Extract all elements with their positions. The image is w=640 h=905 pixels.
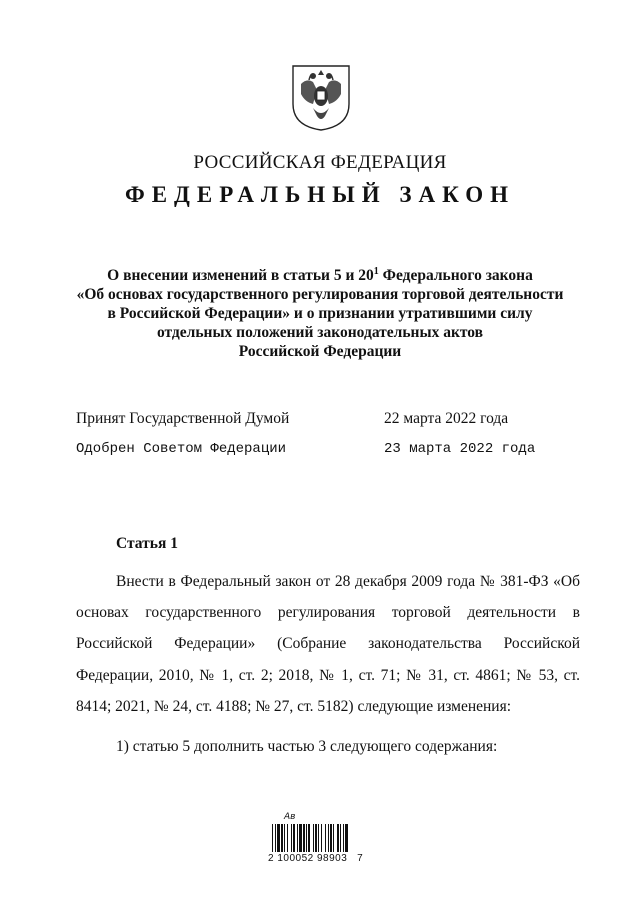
title-line-1: О внесении изменений в статьи 5 и $20^1$ Федерального закона [107, 265, 533, 284]
article-paragraph: Внести в Федеральный закон от 28 декабря 2009 года № 381-ФЗ «Об основах государственного регулирования торговой деятельности в Российской Федерации» (Собрание законодательства Российской Федерации, 2010, № 1, ст. 2; 2018, № 1, ст. 71; № 31, ст. 4861; № 53, ст. 8414; 2021, № 24, ст. 4188; № 27, ст. 5182) следующие изменения: [76, 573, 580, 715]
coat-of-arms-russia-icon [289, 60, 353, 132]
barcode-mark: Ав [284, 812, 296, 822]
duma-adoption-label: Принят Государственной Думой [76, 410, 290, 427]
title-line-4: отдельных положений законодательных актов [156, 324, 484, 341]
country-name: РОССИЙСКАЯ ФЕДЕРАЦИЯ [193, 152, 447, 173]
article-item-1: 1) статью 5 дополнить частью 3 следующего содержания: [116, 738, 498, 755]
council-approval-label: Одобрен Советом Федерации [76, 441, 287, 457]
barcode-icon [272, 824, 372, 852]
barcode-number: 2 100052 98903 7 [268, 853, 364, 864]
document-type: ФЕДЕРАЛЬНЫЙ ЗАКОН [124, 182, 516, 207]
title-line-2: «Об основах государственного регулирования торговой деятельности [76, 286, 564, 303]
article-heading: Статья 1 [116, 535, 178, 552]
law-title [60, 266, 580, 361]
council-approval-date: 23 марта 2022 года [384, 441, 536, 457]
title-line-5: Российской Федерации [238, 343, 402, 360]
title-line-3: в Российской Федерации» и о признании утратившими силу [107, 305, 533, 322]
duma-adoption-date: 22 марта 2022 года [384, 410, 509, 427]
